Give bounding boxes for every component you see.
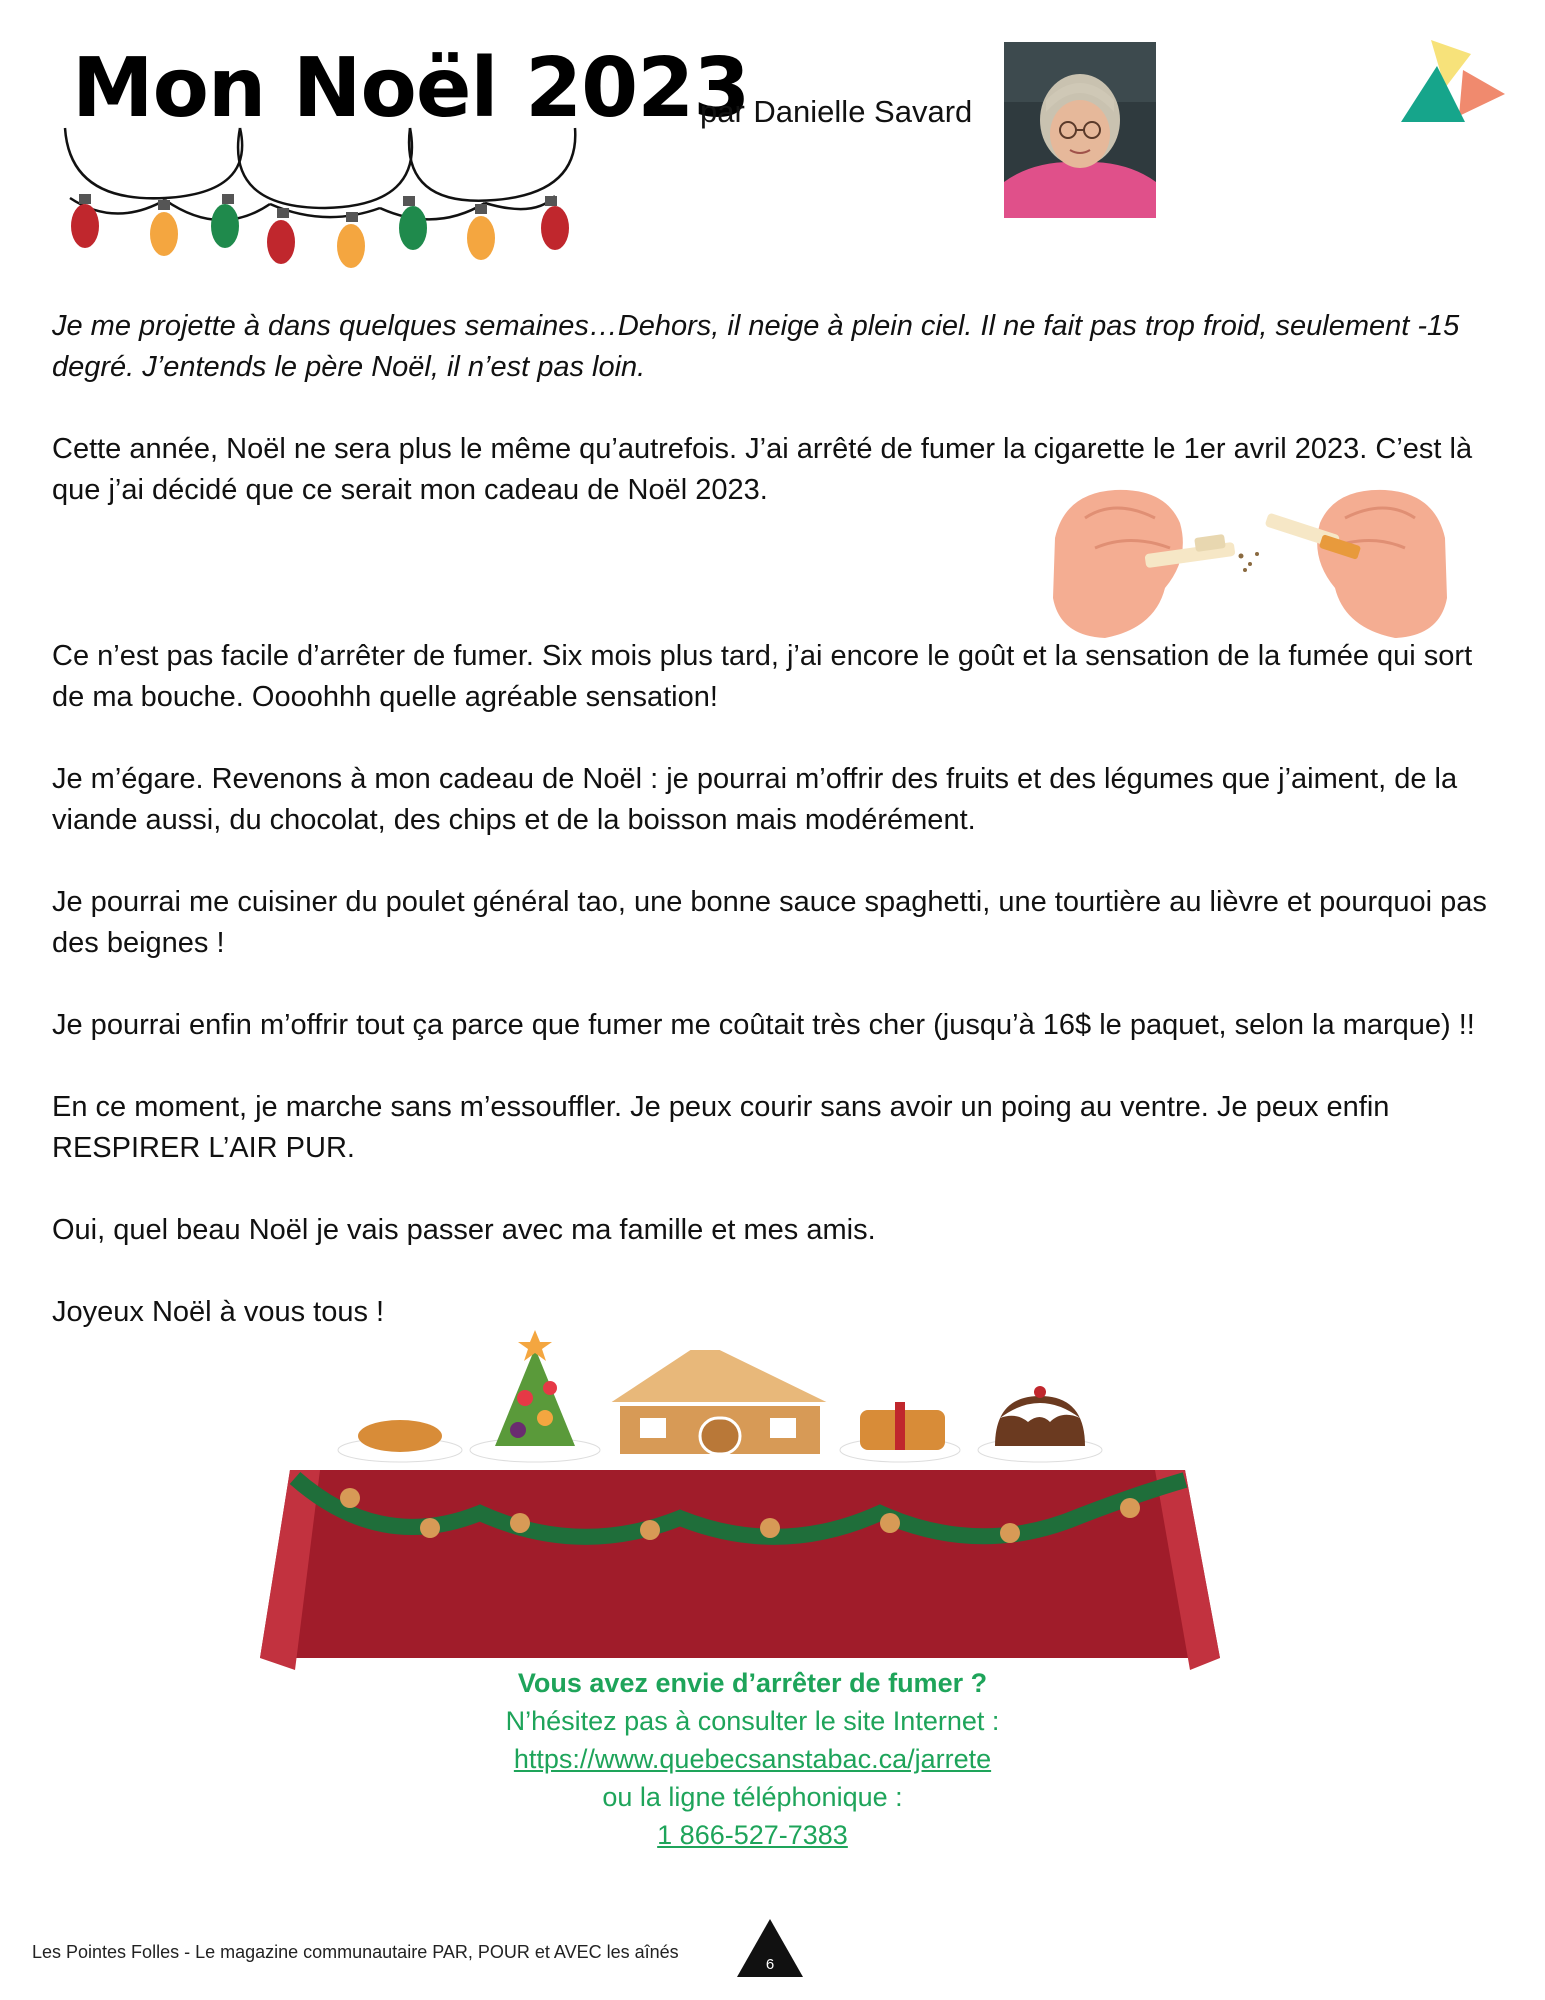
paragraph-quit-date: Cette année, Noël ne sera plus le même qu’autrefois. J’ai arrêté de fumer la cigarette le 1er avril 2023. C’est là que j’ai décidé que ce serait mon cadeau de Noël 2023.: [52, 433, 1473, 506]
quit-smoking-callout: [380, 1664, 1125, 1854]
page-number: 6: [765, 1956, 775, 1973]
footer-text: Les Pointes Folles - Le magazine communautaire PAR, POUR et AVEC les aînés: [32, 1942, 679, 1962]
paragraph-breathing: En ce moment, je marche sans m’essouffler. Je peux courir sans avoir un poing au ventre. Je peux enfin RESPIRER L’AIR PUR.: [52, 1091, 1390, 1164]
paragraph-greeting: Joyeux Noël à vous tous !: [52, 1296, 385, 1328]
broken-cigarette-illustration: [1045, 478, 1455, 643]
magazine-logo: [1393, 36, 1518, 136]
paragraph-cooking: Je pourrai me cuisiner du poulet général tao, une bonne sauce spaghetti, une tourtière au lièvre et pourquoi pas des beignes !: [52, 886, 1487, 959]
callout-website-label: N’hésitez pas à consulter le site Internet :: [505, 1706, 1000, 1736]
page-number-badge: [735, 1917, 805, 1979]
christmas-table-illustration: [250, 1318, 1230, 1684]
paragraph-gift: Je m’égare. Revenons à mon cadeau de Noël : je pourrai m’offrir des fruits et des légumes que j’aiment, de la viande aussi, du chocolat, des chips et de la boisson mais modérément.: [52, 763, 1458, 836]
callout-heading: Vous avez envie d’arrêter de fumer ?: [517, 1668, 988, 1698]
quit-smoking-phone-link[interactable]: 1 866-527-7383: [657, 1820, 848, 1850]
callout-phone-label: ou la ligne téléphonique :: [602, 1782, 903, 1812]
article-title: Mon Noël 2023: [72, 41, 750, 136]
article-intro: Je me projette à dans quelques semaines…Dehors, il neige à plein ciel. Il ne fait pas trop froid, seulement -15 degré. J’entends le père Noël, il n’est pas loin.: [52, 310, 1460, 383]
paragraph-cost: Je pourrai enfin m’offrir tout ça parce que fumer me coûtait très cher (jusqu’à 16$ le paquet, selon la marque) !!: [52, 1009, 1475, 1041]
quit-smoking-website-link[interactable]: https://www.quebecsanstabac.ca/jarrete: [513, 1744, 992, 1774]
paragraph-difficulty: Ce n’est pas facile d’arrêter de fumer. Six mois plus tard, j’ai encore le goût et la sensation de la fumée qui sort de ma bouche. Oooohhh quelle agréable sensation!: [52, 640, 1473, 713]
author-photo: [1004, 42, 1156, 218]
author-byline: par Danielle Savard: [700, 94, 973, 129]
paragraph-family: Oui, quel beau Noël je vais passer avec ma famille et mes amis.: [52, 1214, 876, 1246]
article-body: [52, 306, 1492, 1333]
